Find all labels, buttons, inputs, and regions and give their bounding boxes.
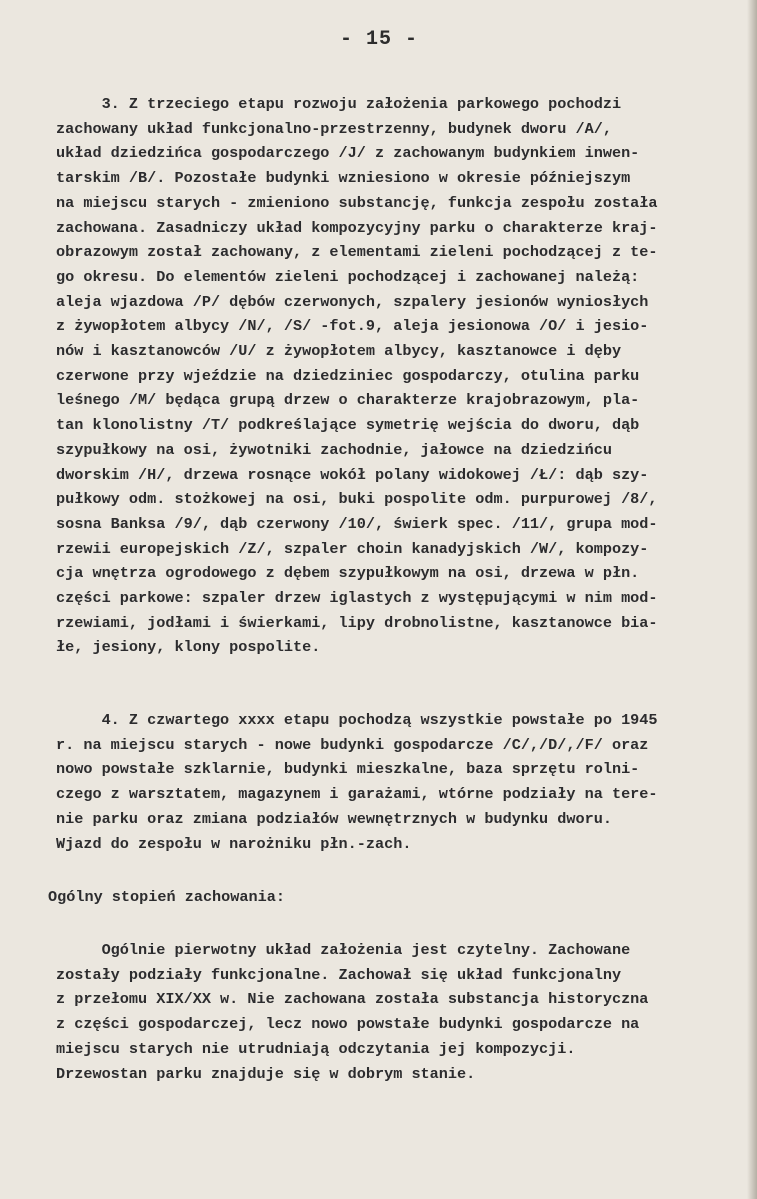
text-line: go okresu. Do elementów zieleni pochodzącej i zachowanej należą:	[56, 267, 640, 286]
text-line: rzewiami, jodłami i świerkami, lipy drobnolistne, kasztanowce bia-	[56, 613, 658, 632]
text-line: czego z warsztatem, magazynem i garażami, wtórne podziały na tere-	[56, 785, 658, 804]
text-line: Drzewostan parku znajduje się w dobrym stanie.	[56, 1064, 476, 1083]
text-line: tan klonolistny /T/ podkreślające symetrię wejścia do dworu, dąb	[56, 416, 640, 435]
text-line: tarskim /B/. Pozostałe budynki wzniesiono w okresie późniejszym	[56, 169, 631, 188]
page-edge-shadow	[747, 0, 757, 1199]
text-line: zachowany układ funkcjonalno-przestrzenny, budynek dworu /A/,	[56, 119, 612, 138]
text-line: Wjazd do zespołu w narożniku płn.-zach.	[56, 834, 412, 853]
text-line: czerwone przy wjeździe na dziedziniec gospodarczy, otulina parku	[56, 366, 640, 385]
text-line: miejscu starych nie utrudniają odczytania jej kompozycji.	[56, 1039, 576, 1058]
paragraph-summary	[56, 938, 751, 1086]
text-line: nie parku oraz zmiana podziałów wewnętrznych w budynku dworu.	[56, 809, 612, 828]
text-line: szypułkowy na osi, żywotniki zachodnie, jałowce na dziedzińcu	[56, 440, 612, 459]
text-line: zostały podziały funkcjonalne. Zachował się układ funkcjonalny	[56, 965, 622, 984]
text-line: nowo powstałe szklarnie, budynki mieszkalne, baza sprzętu rolni-	[56, 760, 640, 779]
text-line: leśnego /M/ będąca grupą drzew o charakterze krajobrazowym, pla-	[56, 391, 640, 410]
text-line: części parkowe: szpaler drzew iglastych z występującymi w nim mod-	[56, 589, 658, 608]
text-line: rzewii europejskich /Z/, szpaler choin kanadyjskich /W/, kompozy-	[56, 539, 649, 558]
text-line: r. na miejscu starych - nowe budynki gospodarcze /C/,/D/,/F/ oraz	[56, 735, 649, 754]
paragraph-4	[56, 708, 751, 856]
text-line: Ogólnie pierwotny układ założenia jest czytelny. Zachowane	[56, 941, 631, 959]
text-line: z żywopłotem albycy /N/, /S/ -fot.9, aleja jesionowa /O/ i jesio-	[56, 317, 649, 336]
text-line: 3. Z trzeciego etapu rozwoju założenia parkowego pochodzi	[56, 95, 622, 113]
text-line: na miejscu starych - zmieniono substancję, funkcja zespołu została	[56, 193, 658, 212]
text-line: nów i kasztanowców /U/ z żywopłotem albycy, kasztanowce i dęby	[56, 342, 622, 361]
text-line: aleja wjazdowa /P/ dębów czerwonych, szpalery jesionów wyniosłych	[56, 292, 649, 311]
text-line: pułkowy odm. stożkowej na osi, buki pospolite odm. purpurowej /8/,	[56, 490, 658, 509]
text-line: dworskim /H/, drzewa rosnące wokół polany widokowej /Ł/: dąb szy-	[56, 465, 649, 484]
text-line: z części gospodarczej, lecz nowo powstałe budynki gospodarcze na	[56, 1015, 640, 1034]
text-line: cja wnętrza ogrodowego z dębem szypułkowym na osi, drzewa w płn.	[56, 564, 640, 583]
text-line: sosna Banksa /9/, dąb czerwony /10/, świerk spec. /11/, grupa mod-	[56, 514, 658, 533]
text-line: 4. Z czwartego xxxx etapu pochodzą wszystkie powstałe po 1945	[56, 711, 658, 729]
page-number: - 15 -	[340, 28, 419, 51]
text-line: układ dziedzińca gospodarczego /J/ z zachowanym budynkiem inwen-	[56, 144, 640, 163]
text-line: z przełomu XIX/XX w. Nie zachowana została substancja historyczna	[56, 990, 649, 1009]
text-line: łe, jesiony, klony pospolite.	[56, 638, 321, 657]
paragraph-3	[56, 92, 751, 660]
text-line: obrazowym został zachowany, z elementami zieleni pochodzącej z te-	[56, 243, 658, 262]
text-line: zachowana. Zasadniczy układ kompozycyjny parku o charakterze kraj-	[56, 218, 658, 237]
section-heading: Ogólny stopień zachowania:	[48, 888, 285, 906]
